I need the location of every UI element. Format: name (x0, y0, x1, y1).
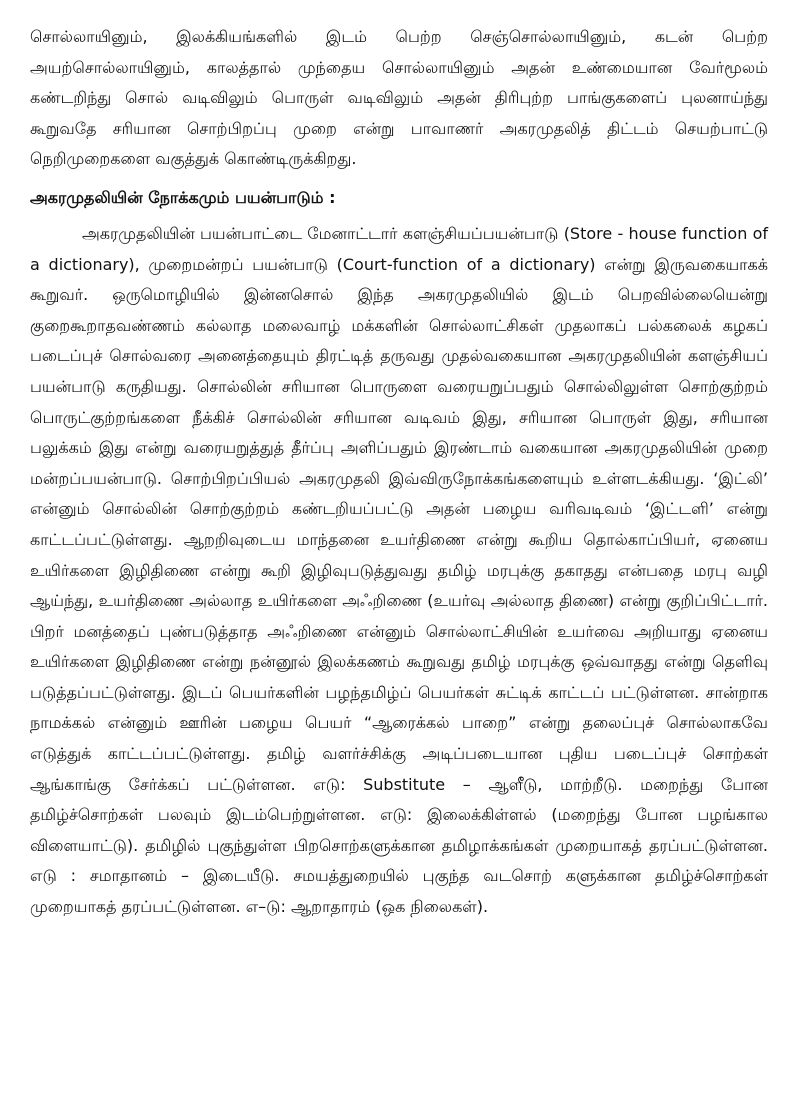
section-heading: அகரமுதலியின் நோக்கமும் பயன்பாடும் : (30, 187, 336, 207)
document-page (30, 22, 768, 923)
body-paragraph-etymology: சொல்லாயினும், இலக்கியங்களில் இடம் பெற்ற செஞ்சொல்லாயினும், கடன் பெற்ற அயற்சொல்லாயினும், காலத்தால் முந்தைய சொல்லாயினும் அதன் உண்மையான வேர்மூலம் கண்டறிந்து சொல் வடிவிலும் பொருள் வடிவிலும் அதன் திரிபுற்ற பாங்குகளைப் புலனாய்ந்து கூறுவதே சரியான சொற்பிறப்பு முறை என்று பாவாணர் அகரமுதலித் திட்டம் செயற்பாட்டு நெறிமுறைகளை வகுத்துக் கொண்டிருக்கிறது. (30, 27, 768, 169)
body-paragraph-dictionary-purpose: அகரமுதலியின் பயன்பாட்டை மேனாட்டார் களஞ்சியப்பயன்பாடு (Store - house function of a dictionary), முறைமன்றப் பயன்பாடு (Court-function of a dictionary) என்று இருவகையாகக் கூறுவர். ஒருமொழியில் இன்னசொல் இந்த அகரமுதலியில் இடம் பெறவில்லையென்று குறைகூறாதவண்ணம் கல்லாத மலைவாழ் மக்களின் சொல்லாட்சிகள் முதலாகப் பல்கலைக் கழகப் படைப்புச் சொல்வரை அனைத்தையும் திரட்டித் தருவது முதல்வகையான அகரமுதலியின் களஞ்சியப் பயன்பாடு கருதியது. சொல்லின் சரியான பொருளை வரையறுப்பதும் சொல்லிலுள்ள சொற்குற்றம் பொருட்குற்றங்களை நீக்கிச் சொல்லின் சரியான வடிவம் இது, சரியான பொருள் இது, சரியான பலுக்கம் இது என்று வரையறுத்துத் தீர்ப்பு அளிப்பதும் இரண்டாம் வகையான அகரமுதலியின் முறை மன்றப்பயன்பாடு. சொற்பிறப்பியல் அகரமுதலி இவ்விருநோக்கங்களையும் உள்ளடக்கியது. ‘இட்லி’ என்னும் சொல்லின் சொற்குற்றம் கண்டறியப்பட்டு அதன் பழைய வரிவடிவம் ‘இட்டளி’ என்று காட்டப்பட்டுள்ளது. ஆறறிவுடைய மாந்தனை உயர்திணை என்று கூறிய தொல்காப்பியர், ஏனைய உயிர்களை இழிதிணை என்று கூறி இழிவுபடுத்துவது தமிழ் மரபுக்கு தகாதது என்பதை மரபு வழி ஆய்ந்து, உயர்திணை அல்லாத உயிர்களை அஃறிணை (உயர்வு அல்லாத திணை) என்று குறிப்பிட்டார். பிறர் மனத்தைப் புண்படுத்தாத அஃறிணை என்னும் சொல்லாட்சியின் உயர்வை அறியாது ஏனைய உயிர்களை இழிதிணை என்று நன்னூல் இலக்கணம் கூறுவது தமிழ் மரபுக்கு ஒவ்வாதது என்று தெளிவு படுத்தப்பட்டுள்ளது. இடப் பெயர்களின் பழந்தமிழ்ப் பெயர்கள் சுட்டிக் காட்டப் பட்டுள்ளன. சான்றாக நாமக்கல் என்னும் ஊரின் பழைய பெயர் “ஆரைக்கல் பாறை” என்று தலைப்புச் சொல்லாகவே எடுத்துக் காட்டப்பட்டுள்ளது. தமிழ் வளர்ச்சிக்கு அடிப்படையான புதிய படைப்புச் சொற்கள் ஆங்காங்கு சேர்க்கப் பட்டுள்ளன. எடு: Substitute – ஆளீடு, மாற்றீடு. மறைந்து போன தமிழ்ச்சொற்கள் பலவும் இடம்பெற்றுள்ளன. எடு: இலைக்கிள்ளல் (மறைந்து போன பழங்கால விளையாட்டு). தமிழில் புகுந்துள்ள பிறசொற்களுக்கான தமிழாக்கங்கள் முறையாகத் தரப்பட்டுள்ளன. எடு : சமாதானம் – இடையீடு. சமயத்துறையில் புகுந்த வடசொற் களுக்கான தமிழ்ச்சொற்கள் முறையாகத் தரப்பட்டுள்ளன. எ–டு: ஆறாதாரம் (ஒக நிலைகள்). (30, 223, 768, 917)
